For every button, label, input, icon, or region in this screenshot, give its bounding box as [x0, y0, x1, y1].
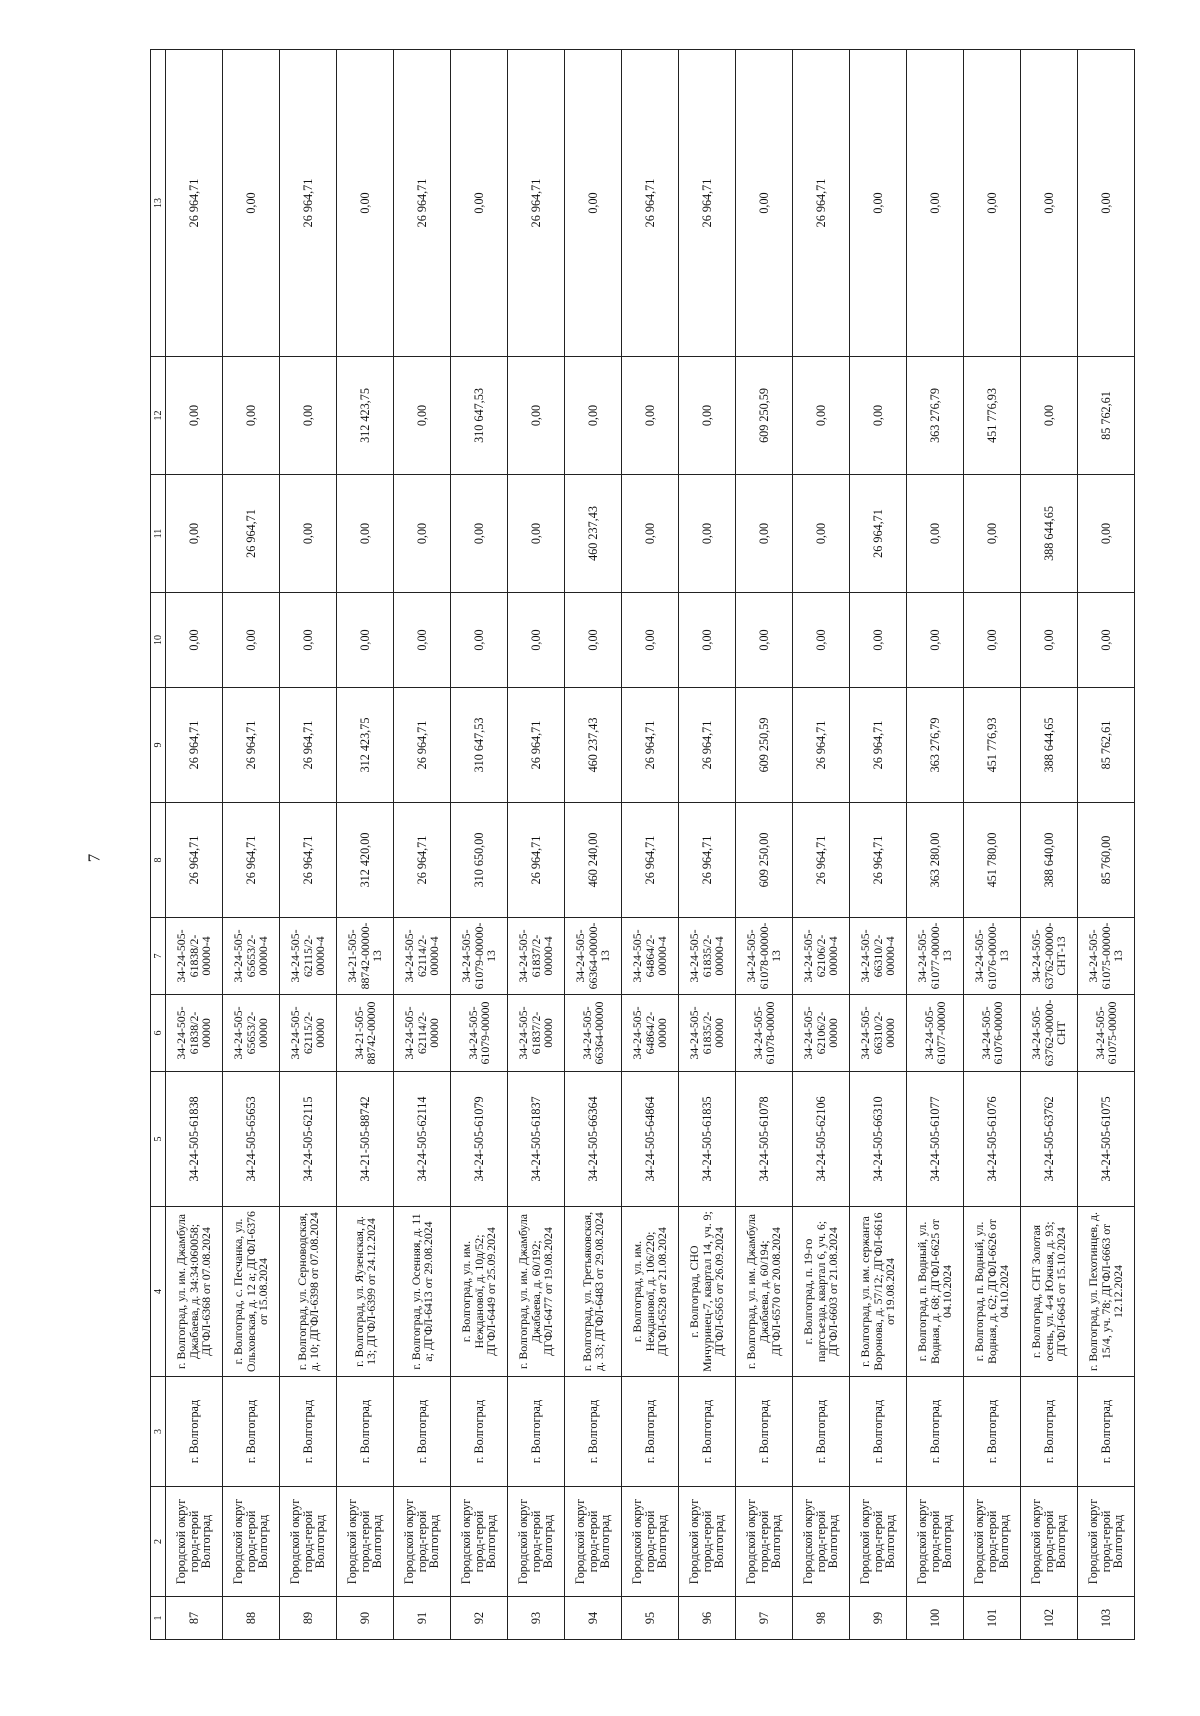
amount-cell: 0,00: [622, 593, 679, 688]
district-cell: Городской округ город-герой Волгоград: [736, 1487, 793, 1597]
amount-cell: 0,00: [679, 357, 736, 475]
column-number-header: 3: [151, 1377, 166, 1487]
subaccount-cell: 34-24-505-61075-00000-13: [1078, 918, 1135, 995]
account-cell: 34-24-505-61075-00000: [1078, 995, 1135, 1072]
amount-cell: 26 964,71: [394, 688, 451, 803]
amount-cell: 451 776,93: [964, 688, 1021, 803]
row-number-cell: 95: [622, 1597, 679, 1640]
amount-cell: 0,00: [394, 475, 451, 593]
table-row: [223, 50, 280, 1640]
district-cell: Городской округ город-герой Волгоград: [1021, 1487, 1078, 1597]
amount-cell: 0,00: [337, 475, 394, 593]
subaccount-cell: 34-24-505-61076-00000-13: [964, 918, 1021, 995]
address-cell: г. Волгоград, п. 19-го партсъезда, квартал 6, уч. 6; ДГФЛ-6603 от 21.08.2024: [793, 1207, 850, 1377]
address-cell: г. Волгоград, ул. им. Джамбула Джабаева, д. 60/192; ДГФЛ-6477 от 19.08.2024: [508, 1207, 565, 1377]
amount-cell: 0,00: [850, 593, 907, 688]
subaccount-cell: 34-24-505-61838/2-00000-4: [166, 918, 223, 995]
amount-cell: 26 964,71: [793, 50, 850, 357]
table-row: [565, 50, 622, 1640]
amount-cell: 312 423,75: [337, 688, 394, 803]
row-number-cell: 94: [565, 1597, 622, 1640]
subaccount-cell: 34-24-505-61077-00000-13: [907, 918, 964, 995]
address-cell: г. Волгоград, ул. Осенняя, д. 11 а; ДГФЛ-6413 от 29.08.2024: [394, 1207, 451, 1377]
code-cell: 34-24-505-66310: [850, 1072, 907, 1207]
code-cell: 34-24-505-62114: [394, 1072, 451, 1207]
table-row: [280, 50, 337, 1640]
column-number-header: 12: [151, 357, 166, 475]
amount-cell: 609 250,00: [736, 803, 793, 918]
row-number-cell: 92: [451, 1597, 508, 1640]
amount-cell: 363 280,00: [907, 803, 964, 918]
amount-cell: 0,00: [565, 50, 622, 357]
district-cell: Городской округ город-герой Волгоград: [850, 1487, 907, 1597]
city-cell: г. Волгоград: [337, 1377, 394, 1487]
amount-cell: 26 964,71: [223, 803, 280, 918]
amount-cell: 0,00: [736, 593, 793, 688]
amount-cell: 451 780,00: [964, 803, 1021, 918]
column-number-header: 9: [151, 688, 166, 803]
amount-cell: 0,00: [280, 357, 337, 475]
account-cell: 34-24-505-61078-00000: [736, 995, 793, 1072]
row-number-cell: 99: [850, 1597, 907, 1640]
amount-cell: 26 964,71: [850, 475, 907, 593]
account-cell: 34-24-505-61076-00000: [964, 995, 1021, 1072]
amount-cell: 0,00: [565, 357, 622, 475]
address-cell: г. Волгоград, п. Водный, ул. Водная, д. 68; ДГФЛ-6625 от 04.10.2024: [907, 1207, 964, 1377]
city-cell: г. Волгоград: [508, 1377, 565, 1487]
amount-cell: 26 964,71: [508, 50, 565, 357]
table-container: [150, 50, 1126, 1640]
amount-cell: 0,00: [850, 50, 907, 357]
amount-cell: 609 250,59: [736, 357, 793, 475]
amount-cell: 0,00: [850, 357, 907, 475]
amount-cell: 0,00: [907, 50, 964, 357]
column-number-header: 8: [151, 803, 166, 918]
amount-cell: 388 640,00: [1021, 803, 1078, 918]
district-cell: Городской округ город-герой Волгоград: [280, 1487, 337, 1597]
amount-cell: 0,00: [451, 475, 508, 593]
city-cell: г. Волгоград: [964, 1377, 1021, 1487]
account-cell: 34-24-505-65653/2-00000: [223, 995, 280, 1072]
amount-cell: 312 420,00: [337, 803, 394, 918]
amount-cell: 312 423,75: [337, 357, 394, 475]
amount-cell: 0,00: [337, 50, 394, 357]
account-cell: 34-24-505-61079-00000: [451, 995, 508, 1072]
city-cell: г. Волгоград: [565, 1377, 622, 1487]
subaccount-cell: 34-24-505-62114/2-00000-4: [394, 918, 451, 995]
row-number-cell: 87: [166, 1597, 223, 1640]
amount-cell: 0,00: [451, 593, 508, 688]
table-row: [337, 50, 394, 1640]
amount-cell: 460 237,43: [565, 688, 622, 803]
account-cell: 34-24-505-62106/2-00000: [793, 995, 850, 1072]
amount-cell: 26 964,71: [793, 688, 850, 803]
amount-cell: 0,00: [223, 593, 280, 688]
city-cell: г. Волгоград: [850, 1377, 907, 1487]
amount-cell: 0,00: [565, 593, 622, 688]
amount-cell: 26 964,71: [679, 803, 736, 918]
amount-cell: 85 762,61: [1078, 688, 1135, 803]
amount-cell: 26 964,71: [622, 50, 679, 357]
address-cell: г. Волгоград, ул. им. Нежданової, д. 106/220; ДГФЛ-6528 от 21.08.2024: [622, 1207, 679, 1377]
amount-cell: 26 964,71: [508, 803, 565, 918]
table-row: [736, 50, 793, 1640]
amount-cell: 26 964,71: [850, 803, 907, 918]
address-cell: г. Волгоград, ул. Пехотинцев, д. 15/4, уч. 78; ДГФЛ-6663 от 12.12.2024: [1078, 1207, 1135, 1377]
row-number-cell: 90: [337, 1597, 394, 1640]
amount-cell: 0,00: [736, 475, 793, 593]
amount-cell: 0,00: [508, 357, 565, 475]
amount-cell: 388 644,65: [1021, 475, 1078, 593]
amount-cell: 0,00: [1078, 593, 1135, 688]
amount-cell: 0,00: [1078, 50, 1135, 357]
row-number-cell: 103: [1078, 1597, 1135, 1640]
code-cell: 34-24-505-65653: [223, 1072, 280, 1207]
district-cell: Городской округ город-герой Волгоград: [451, 1487, 508, 1597]
amount-cell: 310 647,53: [451, 688, 508, 803]
amount-cell: 0,00: [451, 50, 508, 357]
table-header-row: [151, 50, 166, 1640]
row-number-cell: 101: [964, 1597, 1021, 1640]
address-cell: г. Волгоград, ул. им. Джамбула Джабаева, д. 60/194; ДГФЛ-6570 от 20.08.2024: [736, 1207, 793, 1377]
amount-cell: 0,00: [166, 475, 223, 593]
amount-cell: 0,00: [679, 593, 736, 688]
amount-cell: 0,00: [280, 475, 337, 593]
amount-cell: 26 964,71: [394, 803, 451, 918]
table-row: [964, 50, 1021, 1640]
subaccount-cell: 34-24-505-66364-00000-13: [565, 918, 622, 995]
subaccount-cell: 34-24-505-62115/2-00000-4: [280, 918, 337, 995]
column-number-header: 6: [151, 995, 166, 1072]
amount-cell: 0,00: [622, 475, 679, 593]
subaccount-cell: 34-21-505-88742-00000-13: [337, 918, 394, 995]
amount-cell: 460 240,00: [565, 803, 622, 918]
amount-cell: 85 760,00: [1078, 803, 1135, 918]
account-cell: 34-24-505-61837/2-00000: [508, 995, 565, 1072]
city-cell: г. Волгоград: [736, 1377, 793, 1487]
city-cell: г. Волгоград: [166, 1377, 223, 1487]
amount-cell: 388 644,65: [1021, 688, 1078, 803]
amount-cell: 0,00: [166, 593, 223, 688]
amount-cell: 0,00: [964, 475, 1021, 593]
address-cell: г. Волгоград, п. Водный, ул. Водная, д. 62; ДГФЛ-6626 от 04.10.2024: [964, 1207, 1021, 1377]
amount-cell: 0,00: [907, 475, 964, 593]
amount-cell: 26 964,71: [166, 803, 223, 918]
account-cell: 34-24-505-61838/2-00000: [166, 995, 223, 1072]
amount-cell: 26 964,71: [280, 803, 337, 918]
amount-cell: 0,00: [793, 475, 850, 593]
row-number-cell: 96: [679, 1597, 736, 1640]
district-cell: Городской округ город-герой Волгоград: [622, 1487, 679, 1597]
district-cell: Городской округ город-герой Волгоград: [223, 1487, 280, 1597]
table-row: [451, 50, 508, 1640]
column-number-header: 7: [151, 918, 166, 995]
subaccount-cell: 34-24-505-61835/2-00000-4: [679, 918, 736, 995]
district-cell: Городской округ город-герой Волгоград: [907, 1487, 964, 1597]
address-cell: г. Волгоград, ул. Серноводская, д. 10; ДГФЛ-6398 от 07.08.2024: [280, 1207, 337, 1377]
subaccount-cell: 34-24-505-63762-00000-СНТ-13: [1021, 918, 1078, 995]
amount-cell: 26 964,71: [223, 475, 280, 593]
subaccount-cell: 34-24-505-66310/2-00000-4: [850, 918, 907, 995]
subaccount-cell: 34-24-505-61078-00000-13: [736, 918, 793, 995]
district-cell: Городской округ город-герой Волгоград: [964, 1487, 1021, 1597]
table-row: [793, 50, 850, 1640]
subaccount-cell: 34-24-505-64864/2-00000-4: [622, 918, 679, 995]
code-cell: 34-24-505-61075: [1078, 1072, 1135, 1207]
amount-cell: 0,00: [280, 593, 337, 688]
row-number-cell: 102: [1021, 1597, 1078, 1640]
district-cell: Городской округ город-герой Волгоград: [1078, 1487, 1135, 1597]
column-number-header: 4: [151, 1207, 166, 1377]
code-cell: 34-24-505-63762: [1021, 1072, 1078, 1207]
column-number-header: 2: [151, 1487, 166, 1597]
address-cell: г. Волгоград, ул. им. Нежданової, д. 10д/52; ДГФЛ-6449 от 25.09.2024: [451, 1207, 508, 1377]
amount-cell: 0,00: [793, 357, 850, 475]
column-number-header: 10: [151, 593, 166, 688]
city-cell: г. Волгоград: [793, 1377, 850, 1487]
row-number-cell: 91: [394, 1597, 451, 1640]
amount-cell: 0,00: [394, 593, 451, 688]
amount-cell: 0,00: [1021, 50, 1078, 357]
amount-cell: 310 647,53: [451, 357, 508, 475]
city-cell: г. Волгоград: [394, 1377, 451, 1487]
amount-cell: 26 964,71: [223, 688, 280, 803]
district-cell: Городской округ город-герой Волгоград: [565, 1487, 622, 1597]
district-cell: Городской округ город-герой Волгоград: [166, 1487, 223, 1597]
district-cell: Городской округ город-герой Волгоград: [679, 1487, 736, 1597]
row-number-cell: 98: [793, 1597, 850, 1640]
amount-cell: 0,00: [622, 357, 679, 475]
row-number-cell: 88: [223, 1597, 280, 1640]
table-row: [622, 50, 679, 1640]
amount-cell: 0,00: [394, 357, 451, 475]
address-cell: г. Волгоград, с. Песчанка, ул. Ольховская, д. 12 а; ДГФЛ-6376 от 15.08.2024: [223, 1207, 280, 1377]
amount-cell: 0,00: [964, 50, 1021, 357]
code-cell: 34-24-505-61079: [451, 1072, 508, 1207]
amount-cell: 0,00: [508, 475, 565, 593]
amount-cell: 0,00: [508, 593, 565, 688]
row-number-cell: 100: [907, 1597, 964, 1640]
amount-cell: 85 762,61: [1078, 357, 1135, 475]
account-cell: 34-24-505-62115/2-00000: [280, 995, 337, 1072]
city-cell: г. Волгоград: [679, 1377, 736, 1487]
row-number-cell: 93: [508, 1597, 565, 1640]
column-number-header: 1: [151, 1597, 166, 1640]
code-cell: 34-24-505-61837: [508, 1072, 565, 1207]
code-cell: 34-24-505-61835: [679, 1072, 736, 1207]
amount-cell: 460 237,43: [565, 475, 622, 593]
city-cell: г. Волгоград: [907, 1377, 964, 1487]
amount-cell: 0,00: [166, 357, 223, 475]
column-number-header: 13: [151, 50, 166, 357]
subaccount-cell: 34-24-505-61837/2-00000-4: [508, 918, 565, 995]
amount-cell: 0,00: [1078, 475, 1135, 593]
amount-cell: 0,00: [223, 357, 280, 475]
row-number-cell: 97: [736, 1597, 793, 1640]
city-cell: г. Волгоград: [223, 1377, 280, 1487]
row-number-cell: 89: [280, 1597, 337, 1640]
subaccount-cell: 34-24-505-65653/2-00000-4: [223, 918, 280, 995]
address-cell: г. Волгоград, ул. Яузенская, д. 13; ДГФЛ-6399 от 24.12.2024: [337, 1207, 394, 1377]
account-cell: 34-24-505-63762-00000-СНТ: [1021, 995, 1078, 1072]
code-cell: 34-21-505-88742: [337, 1072, 394, 1207]
address-cell: г. Волгоград, ул. им. Джамбула Джабаева, д. 34:34:060058; ДГФЛ-6368 от 07.08.2024: [166, 1207, 223, 1377]
page-number: 7: [84, 853, 104, 863]
amount-cell: 0,00: [1021, 593, 1078, 688]
table-row: [1078, 50, 1135, 1640]
amount-cell: 26 964,71: [166, 50, 223, 357]
code-cell: 34-24-505-66364: [565, 1072, 622, 1207]
amount-cell: 0,00: [679, 475, 736, 593]
district-cell: Городской округ город-герой Волгоград: [508, 1487, 565, 1597]
city-cell: г. Волгоград: [280, 1377, 337, 1487]
table-row: [850, 50, 907, 1640]
amount-cell: 0,00: [964, 593, 1021, 688]
account-cell: 34-21-505-88742-00000: [337, 995, 394, 1072]
address-cell: г. Волгоград, СНТ Золотая осень, ул. 4-я Южная, д. 93; ДГФЛ-6645 от 15.10.2024: [1021, 1207, 1078, 1377]
column-number-header: 5: [151, 1072, 166, 1207]
account-cell: 34-24-505-62114/2-00000: [394, 995, 451, 1072]
amount-cell: 26 964,71: [394, 50, 451, 357]
account-cell: 34-24-505-61835/2-00000: [679, 995, 736, 1072]
city-cell: г. Волгоград: [1021, 1377, 1078, 1487]
district-cell: Городской округ город-герой Волгоград: [793, 1487, 850, 1597]
amount-cell: 26 964,71: [850, 688, 907, 803]
address-cell: г. Волгоград, ул. Третьяковская, д. 33; ДГФЛ-6483 от 29.08.2024: [565, 1207, 622, 1377]
amount-cell: 26 964,71: [793, 803, 850, 918]
account-cell: 34-24-505-66364-00000: [565, 995, 622, 1072]
code-cell: 34-24-505-62106: [793, 1072, 850, 1207]
code-cell: 34-24-505-61077: [907, 1072, 964, 1207]
amount-cell: 26 964,71: [679, 50, 736, 357]
table-row: [508, 50, 565, 1640]
subaccount-cell: 34-24-505-62106/2-00000-4: [793, 918, 850, 995]
amount-cell: 0,00: [736, 50, 793, 357]
amount-cell: 0,00: [337, 593, 394, 688]
district-cell: Городской округ город-герой Волгоград: [394, 1487, 451, 1597]
code-cell: 34-24-505-62115: [280, 1072, 337, 1207]
amount-cell: 0,00: [1021, 357, 1078, 475]
account-cell: 34-24-505-61077-00000: [907, 995, 964, 1072]
amount-cell: 26 964,71: [679, 688, 736, 803]
table-row: [166, 50, 223, 1640]
amount-cell: 0,00: [223, 50, 280, 357]
amount-cell: 451 776,93: [964, 357, 1021, 475]
table-row: [679, 50, 736, 1640]
amount-cell: 310 650,00: [451, 803, 508, 918]
address-cell: г. Волгоград, ул. им. сержанта Воронова, д. 57/12; ДГФЛ-6616 от 19.08.2024: [850, 1207, 907, 1377]
amount-cell: 26 964,71: [280, 50, 337, 357]
amount-cell: 363 276,79: [907, 357, 964, 475]
amount-cell: 609 250,59: [736, 688, 793, 803]
city-cell: г. Волгоград: [622, 1377, 679, 1487]
district-cell: Городской округ город-герой Волгоград: [337, 1487, 394, 1597]
code-cell: 34-24-505-64864: [622, 1072, 679, 1207]
table-row: [394, 50, 451, 1640]
amount-cell: 26 964,71: [622, 688, 679, 803]
subaccount-cell: 34-24-505-61079-00000-13: [451, 918, 508, 995]
amount-cell: 363 276,79: [907, 688, 964, 803]
account-cell: 34-24-505-64864/2-00000: [622, 995, 679, 1072]
amount-cell: 26 964,71: [166, 688, 223, 803]
city-cell: г. Волгоград: [451, 1377, 508, 1487]
code-cell: 34-24-505-61076: [964, 1072, 1021, 1207]
code-cell: 34-24-505-61078: [736, 1072, 793, 1207]
address-cell: г. Волгоград, СНО Мичуринец-7, квартал 14, уч. 9; ДГФЛ-6565 от 26.09.2024: [679, 1207, 736, 1377]
account-cell: 34-24-505-66310/2-00000: [850, 995, 907, 1072]
amount-cell: 26 964,71: [622, 803, 679, 918]
table-row: [1021, 50, 1078, 1640]
amount-cell: 0,00: [907, 593, 964, 688]
amount-cell: 0,00: [793, 593, 850, 688]
column-number-header: 11: [151, 475, 166, 593]
table-row: [907, 50, 964, 1640]
city-cell: г. Волгоград: [1078, 1377, 1135, 1487]
amount-cell: 26 964,71: [508, 688, 565, 803]
code-cell: 34-24-505-61838: [166, 1072, 223, 1207]
data-table: [150, 49, 1135, 1640]
amount-cell: 26 964,71: [280, 688, 337, 803]
